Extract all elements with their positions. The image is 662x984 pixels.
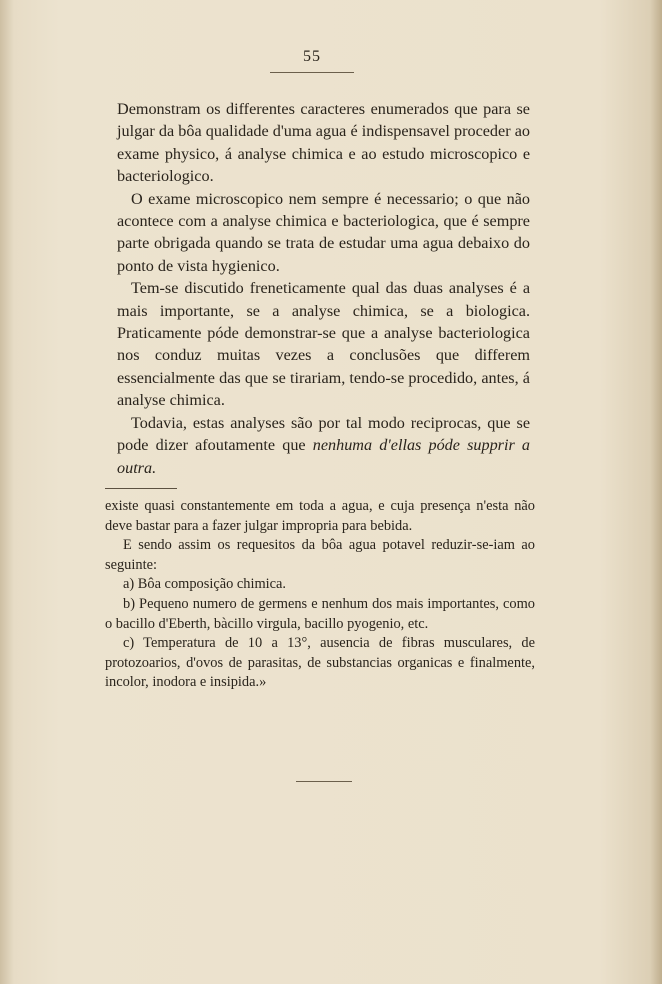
paragraph-1: Demonstram os differentes caracteres enumerados que para se julgar da bôa qualidade d'uma agua é indispensavel proceder ao exame physico, á analyse chimica e ao estudo microscopico e bacteriologico. [117, 100, 530, 186]
footnote-item-b: b) Pequeno numero de germens e nenhum dos mais importantes, como o bacillo d'Eberth, bàcillo virgula, bacillo pyogenio, etc. [105, 595, 535, 632]
footnote-rule [105, 488, 177, 489]
footnote-line-1: existe quasi constantemente em toda a agua, e cuja presença n'esta não deve bastar para a fazer julgar impropria para bebida. [105, 498, 535, 534]
paragraph-4-italic: nenhuma d'ellas póde supprir a outra. [117, 436, 530, 477]
paragraph-4 [117, 412, 530, 479]
paragraph-3: Tem-se discutido freneticamente qual das duas analyses é a mais importante, se a analyse chimica, se a biologica. Praticamente póde demonstrar-se que a analyse bacteriologica nos conduz muitas vezes a conclusões que differem essencialmente das que se tirariam, tendo-se procedido, antes, á analyse chimica. [117, 279, 530, 410]
main-text [117, 98, 530, 479]
paragraph-2: O exame microscopico nem sempre é necessario; o que não acontece com a analyse chimica e bacteriologica, que é sempre parte obrigada quando se trata de estudar uma agua debaixo do ponto de vista hygienico. [117, 189, 530, 275]
page-number: 55 [303, 48, 321, 65]
footnote-line-2: E sendo assim os requesitos da bôa agua potavel reduzir-se-iam ao seguinte: [105, 537, 535, 573]
footnote-item-c: c) Temperatura de 10 a 13°, ausencia de fibras musculares, de protozoarios, d'ovos de parasitas, de substancias organicas e finalmente, incolor, inodora e insipida.» [105, 635, 535, 691]
header-rule [270, 72, 354, 73]
paragraph-4-text: Todavia, estas analyses são por tal modo reciprocas, que se pode dizer afoutamente que [117, 413, 530, 455]
footnote [105, 497, 535, 693]
footnote-item-a: a) Bôa composição chimica. [123, 576, 287, 593]
bottom-rule [296, 781, 352, 782]
